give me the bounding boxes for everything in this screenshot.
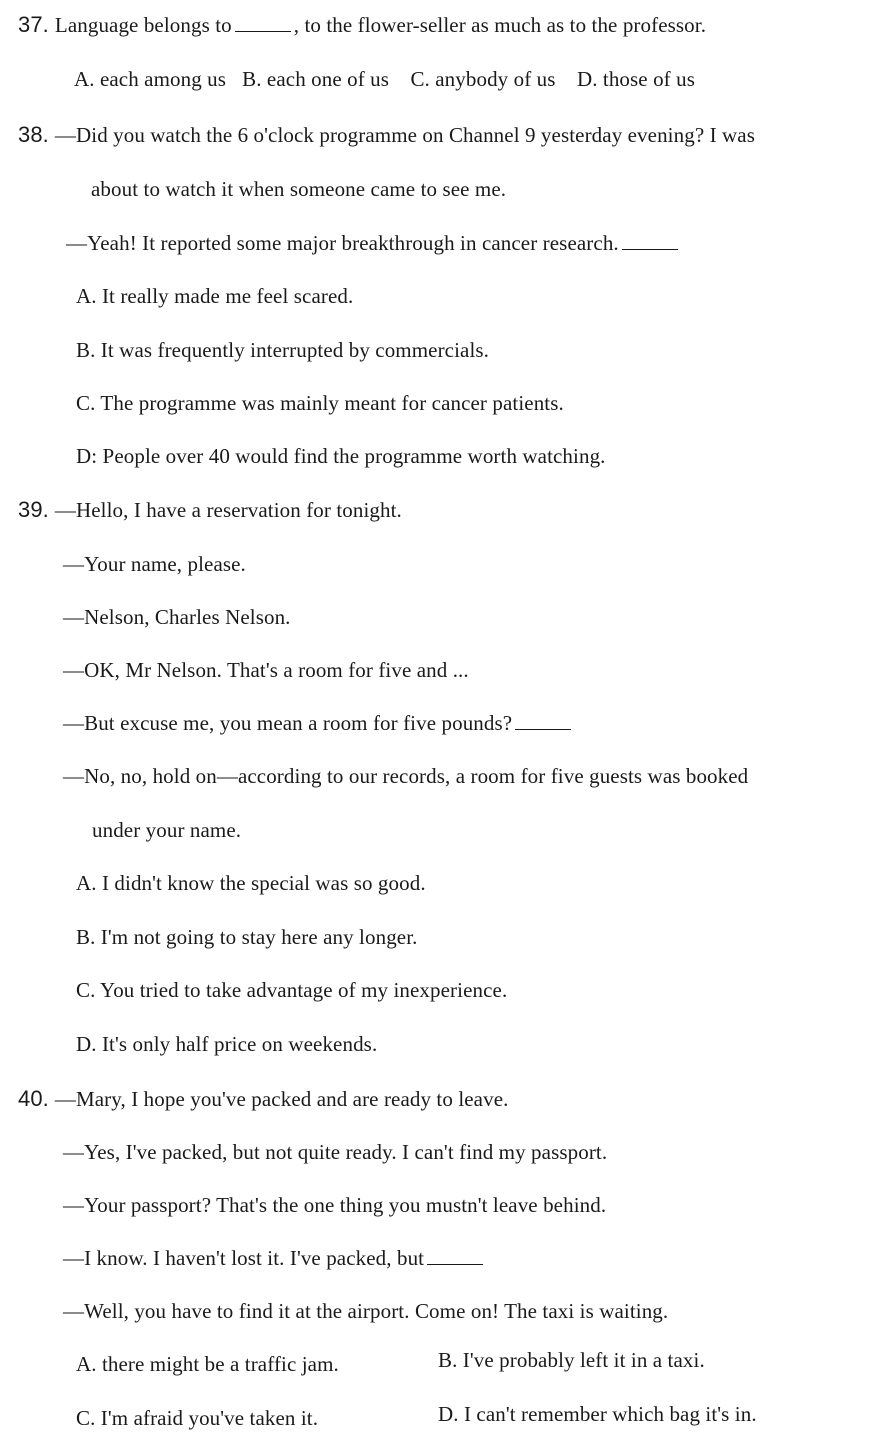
- q37-blank: [235, 13, 291, 32]
- q38-line-3-text: —Yeah! It reported some major breakthrough in cancer research.: [66, 231, 619, 255]
- q38-option-a: A. It really made me feel scared.: [76, 284, 354, 308]
- q40-line-1-text: —Mary, I hope you've packed and are ready to leave.: [54, 1087, 509, 1111]
- q37-option-c: C. anybody of us: [410, 67, 556, 91]
- q40-option-c: C. I'm afraid you've taken it.: [76, 1406, 319, 1430]
- q37-options: [74, 66, 695, 92]
- q37-option-b: B. each one of us: [242, 67, 390, 91]
- q39-number: 39.: [18, 497, 49, 522]
- q39-line-2: —Your name, please.: [63, 552, 246, 576]
- q39-line-5: [63, 710, 574, 736]
- q38-line-3: [66, 230, 681, 256]
- q38-option-c: C. The programme was mainly meant for cancer patients.: [76, 391, 564, 415]
- q39-blank: [515, 711, 571, 730]
- q40-line-3: —Your passport? That's the one thing you mustn't leave behind.: [63, 1193, 607, 1217]
- q40-line-4-text: —I know. I haven't lost it. I've packed, but: [63, 1246, 425, 1270]
- q38-line-2: about to watch it when someone came to see me.: [91, 177, 507, 201]
- q40-blank: [427, 1246, 483, 1265]
- q38-line-1: [18, 122, 755, 148]
- q39-line-3: —Nelson, Charles Nelson.: [63, 605, 291, 629]
- q39-line-4: —OK, Mr Nelson. That's a room for five and ...: [63, 658, 469, 682]
- q40-option-a: A. there might be a traffic jam.: [76, 1352, 339, 1376]
- q40-number: 40.: [18, 1086, 49, 1111]
- q37-number: 37.: [18, 12, 49, 37]
- q40-line-4: [63, 1245, 486, 1271]
- q40-line-5: —Well, you have to find it at the airport. Come on! The taxi is waiting.: [63, 1299, 669, 1323]
- q40-line-2: —Yes, I've packed, but not quite ready. I can't find my passport.: [63, 1140, 608, 1164]
- q39-line-7: under your name.: [92, 818, 242, 842]
- q40-line-1: [18, 1086, 508, 1112]
- q39-line-1: [18, 497, 402, 523]
- q39-option-d: D. It's only half price on weekends.: [76, 1032, 378, 1056]
- q39-line-5-text: —But excuse me, you mean a room for five pounds?: [63, 711, 513, 735]
- q39-line-1-text: —Hello, I have a reservation for tonight.: [54, 498, 402, 522]
- q37-stem-before: Language belongs to: [54, 13, 232, 37]
- q39-option-a: A. I didn't know the special was so good.: [76, 871, 426, 895]
- q39-option-c: C. You tried to take advantage of my inexperience.: [76, 978, 508, 1002]
- q37-option-a: A. each among us: [74, 67, 227, 91]
- q40-option-d: D. I can't remember which bag it's in.: [438, 1402, 757, 1426]
- q37-stem: [18, 12, 706, 38]
- q39-line-6: —No, no, hold on—according to our records, a room for five guests was booked: [63, 764, 749, 788]
- q37-stem-after: , to the flower-seller as much as to the professor.: [293, 13, 707, 37]
- q38-option-b: B. It was frequently interrupted by commercials.: [76, 338, 490, 362]
- q38-blank: [622, 231, 678, 250]
- q38-number: 38.: [18, 122, 49, 147]
- q38-line-1-text: —Did you watch the 6 o'clock programme on Channel 9 yesterday evening? I was: [54, 123, 755, 147]
- q40-option-b: B. I've probably left it in a taxi.: [438, 1348, 705, 1372]
- q37-option-d: D. those of us: [576, 67, 695, 91]
- q39-option-b: B. I'm not going to stay here any longer.: [76, 925, 418, 949]
- q38-option-d: D: People over 40 would find the programme worth watching.: [76, 444, 606, 468]
